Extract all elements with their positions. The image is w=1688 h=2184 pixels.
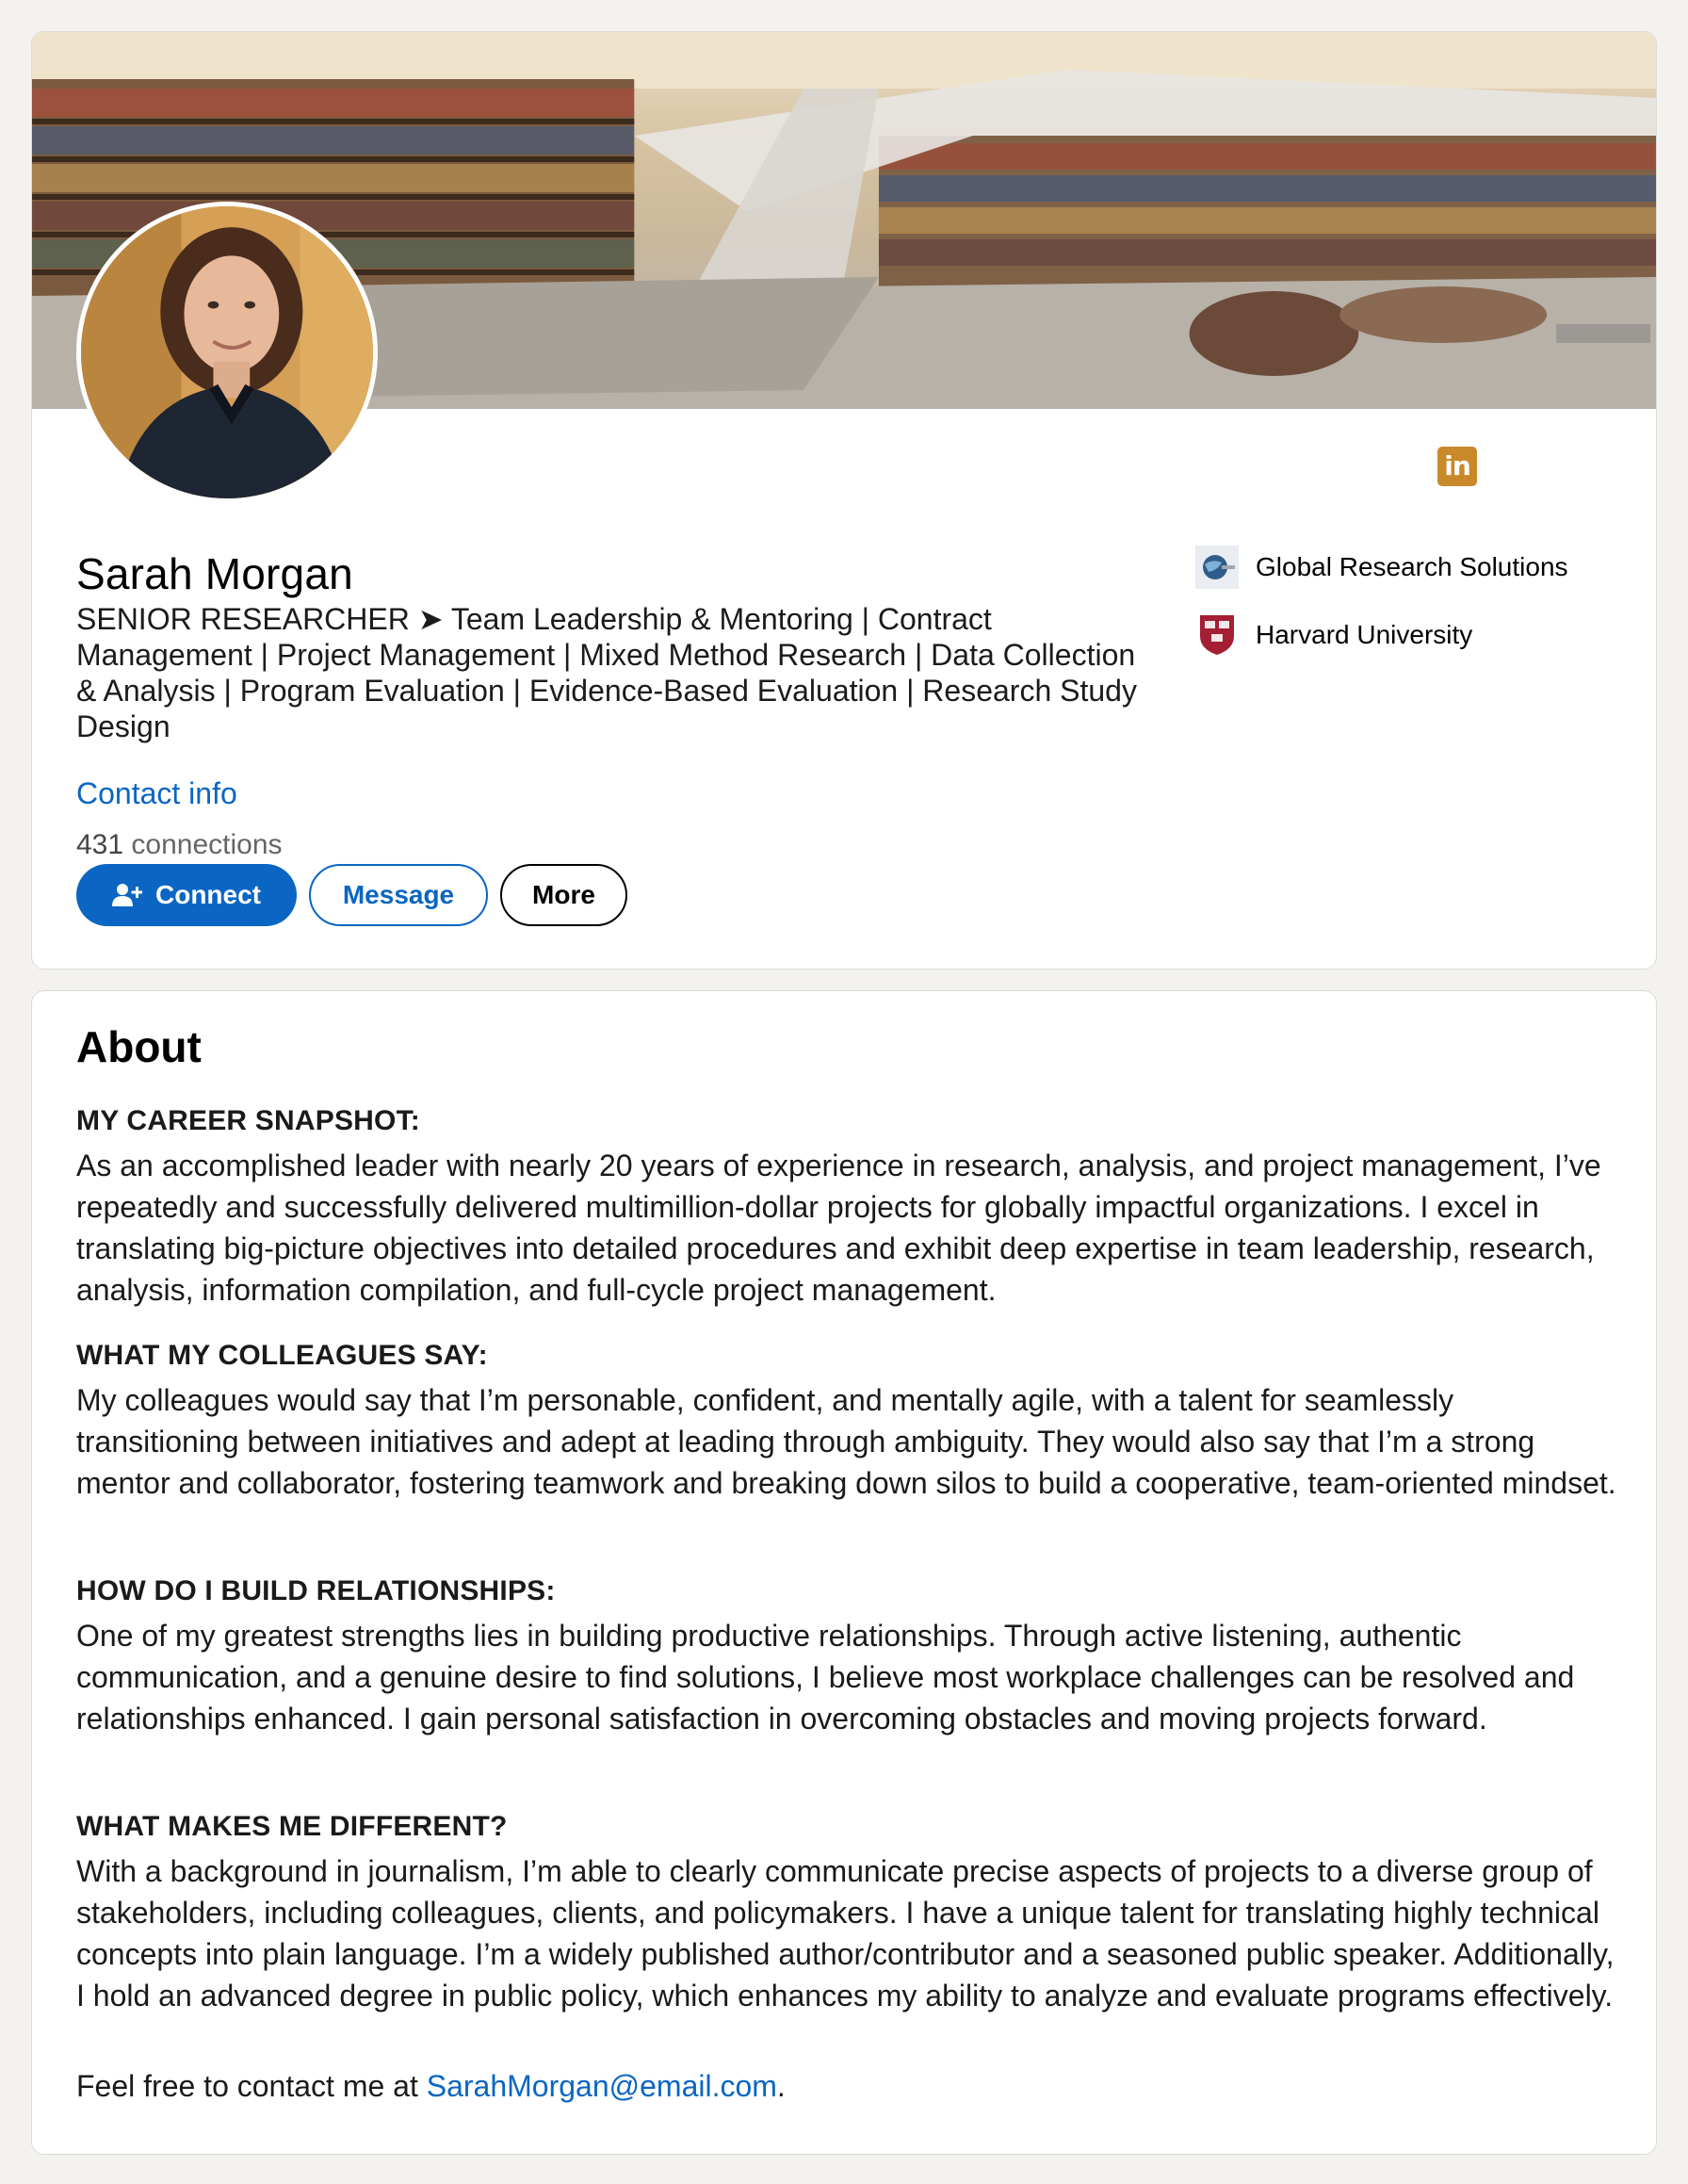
- contact-prefix: Feel free to contact me at: [76, 2069, 427, 2103]
- connections-number: 431: [76, 829, 124, 860]
- profile-headline: SENIOR RESEARCHER ➤ Team Leadership & Mentoring | Contract Management | Project Management | Mixed Method Research | Data Collection & Analysis | Program Evaluation | Evidence-Based Evaluation | Research Study Design: [76, 602, 1137, 743]
- contact-suffix: .: [776, 2069, 786, 2103]
- about-card: [31, 990, 1657, 2155]
- connections-label: connections: [131, 829, 283, 860]
- harvard-shield-icon: [1195, 613, 1239, 657]
- section-heading-colleagues: WHAT MY COLLEAGUES SAY:: [76, 1340, 488, 1371]
- about-title: About: [76, 1022, 202, 1071]
- more-button[interactable]: More: [500, 864, 627, 926]
- section-body-career: As an accomplished leader with nearly 20 years of experience in research, analysis, and project management, I’ve repeatedly and successfully delivered multimillion-dollar projects for globally impactful organizations. I excel in translating big-picture objectives into detailed procedures and exhibit deep expertise in team leadership, research, analysis, information compilation, and full-cycle project management.: [76, 1149, 1601, 1307]
- connect-label: Connect: [155, 880, 261, 909]
- section-heading-different: WHAT MAKES ME DIFFERENT?: [76, 1811, 508, 1842]
- school-label: Harvard University: [1256, 620, 1473, 649]
- add-person-icon: [112, 883, 142, 907]
- section-heading-relationships: HOW DO I BUILD RELATIONSHIPS:: [76, 1575, 556, 1606]
- section-heading-career: MY CAREER SNAPSHOT:: [76, 1105, 420, 1136]
- current-company[interactable]: [1195, 546, 1568, 589]
- connect-button[interactable]: [76, 864, 297, 926]
- education-school[interactable]: [1195, 613, 1472, 657]
- connections-count[interactable]: [76, 829, 283, 861]
- company-label: Global Research Solutions: [1256, 552, 1568, 581]
- section-body-different: With a background in journalism, I’m able to clearly communicate precise aspects of projects to a diverse group of stakeholders, including colleagues, clients, and policymakers. I have a unique talent for translating highly technical concepts into plain language. I’m a widely published author/contributor and a seasoned public speaker. Additionally, I hold an advanced degree in public policy, which enhances my ability to analyze and evaluate programs effectively.: [76, 1854, 1615, 2013]
- profile-top-card: [31, 31, 1657, 970]
- globe-logo-icon: [1195, 546, 1239, 589]
- section-body-colleagues: My colleagues would say that I’m personable, confident, and mentally agile, with a talent for seamlessly transitioning between initiatives and adept at leading through ambiguity. They would also say that I’m a strong mentor and collaborator, fostering teamwork and breaking down silos to build a cooperative, team-oriented mindset.: [76, 1383, 1616, 1500]
- contact-line: [76, 2069, 786, 2104]
- profile-name: Sarah Morgan: [76, 549, 353, 598]
- message-button[interactable]: Message: [309, 864, 488, 926]
- contact-info-link[interactable]: Contact info: [76, 776, 237, 810]
- section-body-relationships: One of my greatest strengths lies in building productive relationships. Through active listening, authentic communication, and a genuine desire to find solutions, I believe most workplace challenges can be resolved and relationships enhanced. I gain personal satisfaction in overcoming obstacles and moving projects forward.: [76, 1619, 1575, 1736]
- linkedin-icon[interactable]: in: [1437, 447, 1477, 486]
- profile-avatar[interactable]: [76, 202, 378, 503]
- email-link[interactable]: SarahMorgan@email.com: [426, 2069, 777, 2103]
